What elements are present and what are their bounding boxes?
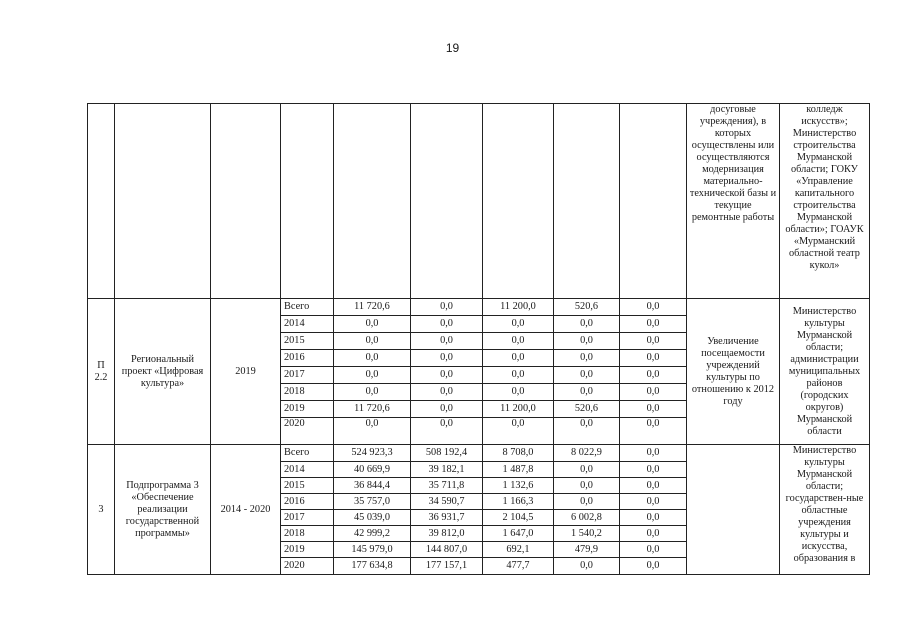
year-cell: 2016 [281,494,334,510]
value-cell: 0,0 [411,350,483,367]
section-period: 2014 - 2020 [211,445,281,575]
cell-empty [554,104,620,299]
cell-empty [334,104,411,299]
value-cell: 0,0 [620,445,687,462]
continuation-row [88,104,870,299]
cell-empty [88,104,115,299]
value-cell: 0,0 [411,384,483,401]
value-cell: 692,1 [483,542,554,558]
total-cell: 0,0 [334,350,411,367]
value-cell: 0,0 [483,333,554,350]
total-cell: 35 757,0 [334,494,411,510]
total-cell: 0,0 [334,333,411,350]
value-cell: 0,0 [554,316,620,333]
year-cell: 2019 [281,542,334,558]
value-cell: 11 200,0 [483,401,554,418]
year-cell: 2014 [281,462,334,478]
year-cell: 2017 [281,510,334,526]
value-cell: 0,0 [411,333,483,350]
section-id: 3 [88,445,115,575]
cell-empty [483,104,554,299]
value-cell: 0,0 [620,367,687,384]
value-cell: 0,0 [620,510,687,526]
value-cell: 11 200,0 [483,299,554,316]
total-cell: 0,0 [334,418,411,445]
section-name: Подпрограмма 3 «Обеспечение реализации государственной программы» [115,445,211,575]
value-cell: 0,0 [620,384,687,401]
value-cell: 0,0 [620,494,687,510]
value-cell: 39 182,1 [411,462,483,478]
value-cell: 0,0 [483,316,554,333]
year-cell: 2017 [281,367,334,384]
value-cell: 0,0 [554,384,620,401]
value-cell: 0,0 [554,333,620,350]
value-cell: 1 487,8 [483,462,554,478]
value-cell: 0,0 [483,350,554,367]
program-table [87,103,870,575]
cell-empty [620,104,687,299]
value-cell: 0,0 [620,542,687,558]
year-cell: 2019 [281,401,334,418]
year-cell: 2015 [281,478,334,494]
value-cell: 0,0 [620,526,687,542]
year-cell: 2016 [281,350,334,367]
total-cell: 0,0 [334,367,411,384]
value-cell: 0,0 [620,316,687,333]
page-number: 19 [445,41,460,55]
cell-empty [281,104,334,299]
year-cell: 2014 [281,316,334,333]
value-cell: 39 812,0 [411,526,483,542]
year-cell: Всего [281,445,334,462]
year-cell: Всего [281,299,334,316]
value-cell: 0,0 [620,350,687,367]
value-cell: 477,7 [483,558,554,575]
value-cell: 0,0 [554,462,620,478]
value-cell: 0,0 [411,299,483,316]
total-cell: 36 844,4 [334,478,411,494]
total-cell: 177 634,8 [334,558,411,575]
value-cell: 0,0 [620,333,687,350]
total-cell: 45 039,0 [334,510,411,526]
value-cell: 0,0 [411,401,483,418]
executors-cell: Министерство культуры Мурманской области; администрации муниципальных районов (городских округов) Мурманской области [780,299,870,445]
value-cell: 0,0 [554,558,620,575]
section-name: Региональный проект «Цифровая культура» [115,299,211,445]
total-cell: 11 720,6 [334,401,411,418]
value-cell: 2 104,5 [483,510,554,526]
value-cell: 520,6 [554,401,620,418]
value-cell: 36 931,7 [411,510,483,526]
total-cell: 0,0 [334,384,411,401]
section-period: 2019 [211,299,281,445]
value-cell: 0,0 [620,462,687,478]
value-cell: 0,0 [554,494,620,510]
value-cell: 0,0 [483,418,554,445]
year-cell: 2018 [281,526,334,542]
value-cell: 0,0 [554,350,620,367]
value-cell: 479,9 [554,542,620,558]
value-cell: 1 166,3 [483,494,554,510]
cell-empty [411,104,483,299]
value-cell: 177 157,1 [411,558,483,575]
total-cell: 42 999,2 [334,526,411,542]
section-id: П 2.2 [88,299,115,445]
value-cell: 0,0 [483,367,554,384]
value-cell: 0,0 [554,418,620,445]
value-cell: 0,0 [620,299,687,316]
table-row [88,445,870,462]
value-cell: 0,0 [620,478,687,494]
value-cell: 0,0 [411,367,483,384]
value-cell: 0,0 [483,384,554,401]
year-cell: 2020 [281,418,334,445]
total-cell: 40 669,9 [334,462,411,478]
year-cell: 2015 [281,333,334,350]
executors-cell: колледж искусств»; Министерство строительства Мурманской области; ГОКУ «Управление капитального строительства Мурманской области»; ГОАУК «Мурманский областной театр кукол» [780,104,870,299]
value-cell: 0,0 [554,478,620,494]
value-cell: 0,0 [620,558,687,575]
value-cell: 0,0 [554,367,620,384]
value-cell: 0,0 [620,401,687,418]
total-cell: 11 720,6 [334,299,411,316]
value-cell: 35 711,8 [411,478,483,494]
executors-cell: Министерство культуры Мурманской области; государствен-ные областные учреждения культуры и искусства, образования в [780,445,870,575]
value-cell: 6 002,8 [554,510,620,526]
value-cell: 144 807,0 [411,542,483,558]
value-cell: 0,0 [411,418,483,445]
value-cell: 1 647,0 [483,526,554,542]
cell-empty [211,104,281,299]
value-cell: 0,0 [411,316,483,333]
value-cell: 508 192,4 [411,445,483,462]
result-cell [687,445,780,575]
total-cell: 145 979,0 [334,542,411,558]
value-cell: 1 540,2 [554,526,620,542]
cell-empty [115,104,211,299]
value-cell: 34 590,7 [411,494,483,510]
year-cell: 2018 [281,384,334,401]
result-cell: Увеличение посещаемости учреждений культуры по отношению к 2012 году [687,299,780,445]
value-cell: 1 132,6 [483,478,554,494]
result-cell: досуговые учреждения), в которых осуществлены или осуществляются модернизация материально-технической базы и текущие ремонтные работы [687,104,780,299]
value-cell: 520,6 [554,299,620,316]
year-cell: 2020 [281,558,334,575]
total-cell: 524 923,3 [334,445,411,462]
table-row [88,299,870,316]
total-cell: 0,0 [334,316,411,333]
value-cell: 8 708,0 [483,445,554,462]
value-cell: 0,0 [620,418,687,445]
value-cell: 8 022,9 [554,445,620,462]
